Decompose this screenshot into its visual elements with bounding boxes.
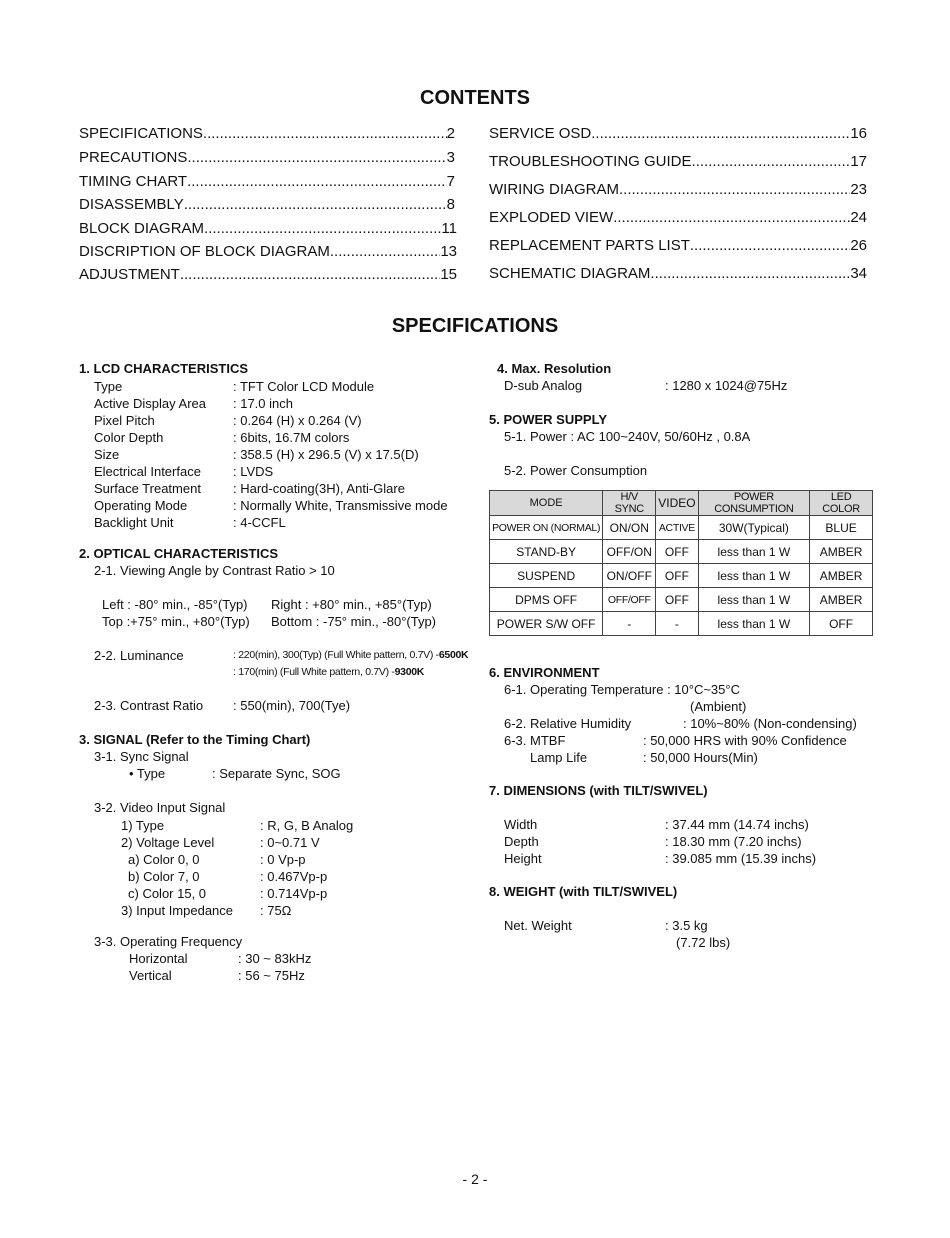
- table-row: [490, 564, 873, 588]
- toc-entry[interactable]: [489, 181, 867, 198]
- toc-page: 3: [446, 149, 455, 166]
- toc-leader: [619, 181, 850, 198]
- spec-value: : Normally White, Transmissive mode: [233, 498, 448, 513]
- spec-value: : R, G, B Analog: [260, 818, 354, 833]
- spec-value: : 17.0 inch: [233, 396, 293, 411]
- luminance-label: 2-2. Luminance: [94, 648, 184, 663]
- specifications-title: SPECIFICATIONS: [391, 315, 559, 337]
- toc-leader: [184, 196, 447, 213]
- humidity-value: : 10%~80% (Non-condensing): [683, 716, 857, 731]
- toc-entry[interactable]: [489, 153, 867, 170]
- toc-page: 17: [850, 153, 867, 170]
- table-cell: OFF/ON: [603, 540, 656, 564]
- table-cell: POWER S/W OFF: [490, 612, 603, 636]
- spec-key: c) Color 15, 0: [128, 886, 207, 901]
- table-cell: OFF: [656, 564, 698, 588]
- color-temp: 6500K: [438, 649, 469, 661]
- table-cell: AMBER: [810, 588, 873, 612]
- sync-type-value: : Separate Sync, SOG: [212, 766, 341, 781]
- toc-leader: [591, 125, 850, 142]
- table-cell: AMBER: [810, 564, 873, 588]
- toc-entry[interactable]: [79, 196, 455, 213]
- toc-label: BLOCK DIAGRAM: [79, 220, 205, 237]
- sync-signal-label: 3-1. Sync Signal: [94, 749, 189, 764]
- table-cell: ACTIVE: [656, 516, 698, 540]
- toc-leader: [187, 173, 447, 190]
- spec-key: 3) Input Impedance: [121, 903, 234, 918]
- toc-label: SPECIFICATIONS: [79, 125, 203, 142]
- table-cell: less than 1 W: [698, 612, 810, 636]
- section-6-title: 6. ENVIRONMENT: [489, 665, 600, 680]
- toc-page: 15: [440, 266, 457, 283]
- toc-page: 23: [850, 181, 867, 198]
- spec-value: : 4-CCFL: [233, 515, 286, 530]
- ambient-note: (Ambient): [690, 699, 747, 714]
- spec-value: : 75Ω: [260, 903, 292, 918]
- table-row: [490, 516, 873, 540]
- table-header: H/V SYNC: [603, 491, 656, 516]
- table-cell: OFF: [656, 588, 698, 612]
- net-weight-value: : 3.5 kg: [665, 918, 708, 933]
- contrast-ratio-value: : 550(min), 700(Tye): [233, 698, 351, 713]
- spec-value: : 6bits, 16.7M colors: [233, 430, 350, 445]
- table-header-row: [490, 491, 873, 516]
- humidity-key: 6-2. Relative Humidity: [504, 716, 632, 731]
- spec-value: : LVDS: [233, 464, 274, 479]
- resolution-key: D-sub Analog: [504, 378, 583, 393]
- toc-label: DISASSEMBLY: [79, 196, 184, 213]
- net-weight-key: Net. Weight: [504, 918, 572, 933]
- toc-label: TIMING CHART: [79, 173, 188, 190]
- right-angle: Right : +80° min., +85°(Typ): [271, 597, 432, 612]
- section-2-title: 2. OPTICAL CHARACTERISTICS: [79, 546, 279, 561]
- page-number: - 2 -: [462, 1171, 488, 1187]
- table-cell: OFF: [810, 612, 873, 636]
- toc-entry[interactable]: [79, 220, 457, 237]
- toc-leader: [690, 237, 850, 254]
- luminance-value-2: [233, 666, 424, 678]
- toc-label: EXPLODED VIEW: [489, 209, 614, 226]
- toc-leader: [204, 220, 441, 237]
- height-value: : 39.085 mm (15.39 inchs): [665, 851, 817, 866]
- toc-page: 7: [446, 173, 455, 190]
- toc-page: 16: [850, 125, 867, 142]
- width-key: Width: [504, 817, 538, 832]
- lamp-life-value: : 50,000 Hours(Min): [643, 750, 758, 765]
- section-1-title: 1. LCD CHARACTERISTICS: [79, 361, 249, 376]
- height-key: Height: [504, 851, 542, 866]
- table-row: [490, 588, 873, 612]
- horizontal-key: Horizontal: [129, 951, 188, 966]
- toc-label: TROUBLESHOOTING GUIDE: [489, 153, 692, 170]
- table-row: [490, 612, 873, 636]
- spec-key: 1) Type: [121, 818, 165, 833]
- spec-key: Surface Treatment: [94, 481, 201, 496]
- table-cell: -: [603, 612, 656, 636]
- toc-entry[interactable]: [79, 125, 455, 142]
- contrast-ratio-label: 2-3. Contrast Ratio: [94, 698, 204, 713]
- section-5-title: 5. POWER SUPPLY: [489, 412, 607, 427]
- spec-key: Backlight Unit: [94, 515, 174, 530]
- table-cell: BLUE: [810, 516, 873, 540]
- left-angle: Left : -80° min., -85°(Typ): [102, 597, 248, 612]
- table-cell: less than 1 W: [698, 540, 810, 564]
- toc-page: 13: [440, 243, 457, 260]
- bottom-angle: Bottom : -75° min., -80°(Typ): [271, 614, 437, 629]
- toc-entry[interactable]: [489, 125, 867, 142]
- toc-page: 26: [850, 237, 867, 254]
- toc-leader: [203, 125, 447, 142]
- toc-page: 11: [441, 220, 457, 237]
- toc-page: 8: [446, 196, 455, 213]
- toc-entry[interactable]: [489, 237, 867, 254]
- toc-entry[interactable]: [489, 209, 867, 226]
- width-value: : 37.44 mm (14.74 inchs): [665, 817, 809, 832]
- toc-page: 24: [850, 209, 867, 226]
- spec-key: 2) Voltage Level: [121, 835, 215, 850]
- section-7-title: 7. DIMENSIONS (with TILT/SWIVEL): [489, 783, 708, 798]
- spec-value: : 0.264 (H) x 0.264 (V): [233, 413, 362, 428]
- spec-value: : Hard-coating(3H), Anti-Glare: [233, 481, 405, 496]
- spec-key: Type: [94, 379, 123, 394]
- toc-label: PRECAUTIONS: [79, 149, 188, 166]
- section-3-title: 3. SIGNAL (Refer to the Timing Chart): [79, 732, 311, 747]
- table-cell: ON/ON: [603, 516, 656, 540]
- toc-leader: [180, 266, 440, 283]
- section-8-title: 8. WEIGHT (with TILT/SWIVEL): [489, 884, 678, 899]
- contents-title: CONTENTS: [420, 87, 530, 109]
- toc-entry[interactable]: [79, 243, 457, 260]
- mtbf-key: 6-3. MTBF: [504, 733, 566, 748]
- toc-leader: [187, 149, 446, 166]
- section-4-title: 4. Max. Resolution: [497, 361, 612, 376]
- spec-value: : 0.467Vp-p: [260, 869, 328, 884]
- toc-entry[interactable]: [489, 265, 867, 282]
- spec-value: : 0.714Vp-p: [260, 886, 328, 901]
- toc-label: REPLACEMENT PARTS LIST: [489, 237, 690, 254]
- toc-entry[interactable]: [79, 266, 457, 283]
- toc-label: SERVICE OSD: [489, 125, 592, 142]
- table-row: [490, 540, 873, 564]
- depth-value: : 18.30 mm (7.20 inchs): [665, 834, 802, 849]
- toc-leader: [330, 243, 440, 260]
- operating-frequency-label: 3-3. Operating Frequency: [94, 934, 243, 949]
- horizontal-value: : 30 ~ 83kHz: [238, 951, 312, 966]
- mtbf-value: : 50,000 HRS with 90% Confidence: [643, 733, 847, 748]
- power-line: 5-1. Power : AC 100~240V, 50/60Hz , 0.8A: [504, 429, 751, 444]
- table-header: POWER CONSUMPTION: [698, 491, 810, 516]
- table-cell: SUSPEND: [490, 564, 603, 588]
- operating-temperature: 6-1. Operating Temperature : 10°C~35°C: [504, 682, 740, 697]
- power-consumption-label: 5-2. Power Consumption: [504, 463, 648, 478]
- video-input-label: 3-2. Video Input Signal: [94, 800, 226, 815]
- lamp-life-key: Lamp Life: [530, 750, 588, 765]
- toc-label: ADJUSTMENT: [79, 266, 180, 283]
- toc-label: WIRING DIAGRAM: [489, 181, 619, 198]
- spec-value: : 0~0.71 V: [260, 835, 320, 850]
- toc-label: DISCRIPTION OF BLOCK DIAGRAM: [79, 243, 330, 260]
- spec-key: Size: [94, 447, 120, 462]
- toc-leader: [692, 153, 851, 170]
- toc-page: 2: [446, 125, 455, 142]
- table-cell: STAND-BY: [490, 540, 603, 564]
- table-header: VIDEO: [656, 491, 698, 516]
- table-header: LED COLOR: [810, 491, 873, 516]
- vertical-key: Vertical: [129, 968, 172, 983]
- spec-value: : 0 Vp-p: [260, 852, 306, 867]
- spec-key: Pixel Pitch: [94, 413, 155, 428]
- toc-page: 34: [850, 265, 867, 282]
- toc-entry[interactable]: [79, 149, 455, 166]
- table-cell: OFF/OFF: [603, 588, 656, 612]
- spec-key: Active Display Area: [94, 396, 206, 411]
- spec-value: : TFT Color LCD Module: [233, 379, 375, 394]
- toc-leader: [650, 265, 850, 282]
- spec-key: Color Depth: [94, 430, 164, 445]
- spec-key: b) Color 7, 0: [128, 869, 200, 884]
- viewing-angle-label: 2-1. Viewing Angle by Contrast Ratio > 10: [94, 563, 335, 578]
- spec-key: Operating Mode: [94, 498, 188, 513]
- luminance-text: : 170(min) (Full White pattern, 0.7V) -: [233, 666, 395, 678]
- table-cell: OFF: [656, 540, 698, 564]
- depth-key: Depth: [504, 834, 539, 849]
- table-cell: 30W(Typical): [698, 516, 810, 540]
- resolution-value: : 1280 x 1024@75Hz: [665, 378, 788, 393]
- luminance-value-1: [233, 649, 468, 661]
- table-cell: less than 1 W: [698, 588, 810, 612]
- sync-type-key: • Type: [129, 766, 166, 781]
- table-cell: -: [656, 612, 698, 636]
- spec-key: Electrical Interface: [94, 464, 201, 479]
- color-temp: 9300K: [394, 666, 425, 678]
- spec-value: : 358.5 (H) x 296.5 (V) x 17.5(D): [233, 447, 419, 462]
- table-header: MODE: [490, 491, 603, 516]
- table-cell: less than 1 W: [698, 564, 810, 588]
- spec-key: a) Color 0, 0: [128, 852, 200, 867]
- toc-label: SCHEMATIC DIAGRAM: [489, 265, 651, 282]
- table-cell: ON/OFF: [603, 564, 656, 588]
- table-cell: POWER ON (NORMAL): [490, 516, 603, 540]
- table-cell: DPMS OFF: [490, 588, 603, 612]
- toc-entry[interactable]: [79, 173, 455, 190]
- top-angle: Top :+75° min., +80°(Typ): [102, 614, 250, 629]
- vertical-value: : 56 ~ 75Hz: [238, 968, 305, 983]
- toc-leader: [613, 209, 850, 226]
- net-weight-lbs: (7.72 lbs): [676, 935, 731, 950]
- power-consumption-table: [489, 490, 873, 636]
- luminance-text: : 220(min), 300(Typ) (Full White pattern, 0.7V) -: [233, 649, 439, 661]
- table-cell: AMBER: [810, 540, 873, 564]
